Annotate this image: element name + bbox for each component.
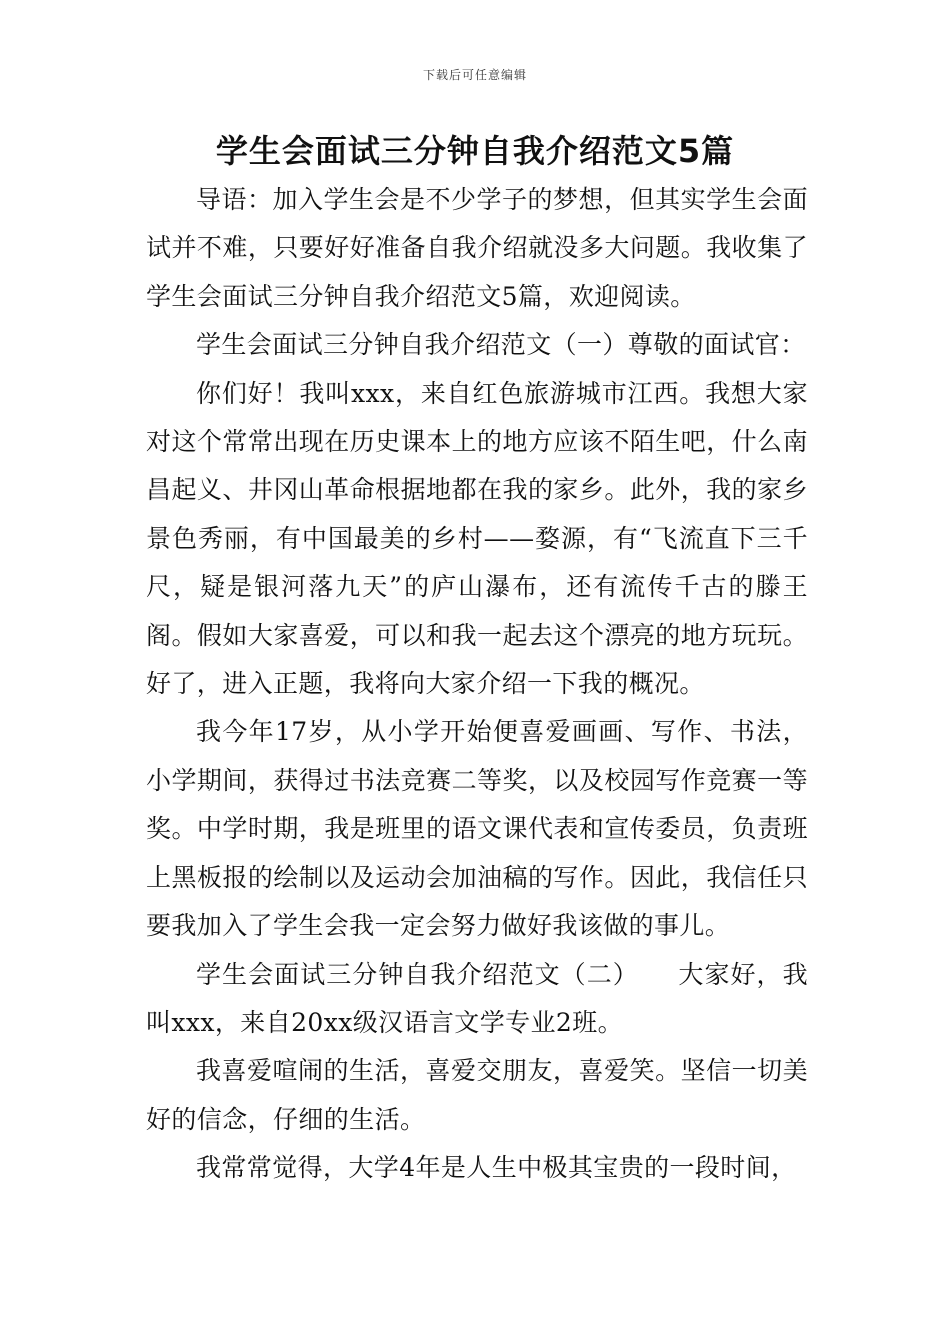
paragraph-sample-2-university: 我常常觉得，大学4年是人生中极其宝贵的一段时间， bbox=[196, 1153, 797, 1183]
paragraph-sample-1-heading: 学生会面试三分钟自我介绍范文（一）尊敬的面试官： bbox=[196, 330, 806, 360]
paragraph-sample-1-experience: 我今年17岁，从小学开始便喜爱画画、写作、书法，小学期间，获得过书法竞赛二等奖，以及校园写作竞赛一等奖。中学时期，我是班里的语文课代表和宣传委员，负责班上黑板报的绘制以及运动会加油稿的写作。因此，我信任只要我加入了学生会我一定会努力做好我该做的事儿。 bbox=[146, 717, 808, 941]
document-body bbox=[146, 176, 808, 1193]
paragraph-intro: 导语：加入学生会是不少学子的梦想，但其实学生会面试并不难，只要好好准备自我介绍就没多大问题。我收集了学生会面试三分钟自我介绍范文5篇，欢迎阅读。 bbox=[146, 185, 808, 311]
paragraph-sample-2-heading: 学生会面试三分钟自我介绍范文（二） 大家好，我叫xxx，来自20xx级汉语言文学专业2班。 bbox=[146, 959, 808, 1037]
paragraph-sample-1-body: 你们好！我叫xxx，来自红色旅游城市江西。我想大家对这个常常出现在历史课本上的地方应该不陌生吧，什么南昌起义、井冈山革命根据地都在我的家乡。此外，我的家乡景色秀丽，有中国最美的乡村——婺源，有“飞流直下三千尺，疑是银河落九天”的庐山瀑布，还有流传千古的滕王阁。假如大家喜爱，可以和我一起去这个漂亮的地方玩玩。好了，进入正题，我将向大家介绍一下我的概况。 bbox=[146, 378, 808, 699]
paragraph-sample-2-hobbies: 我喜爱喧闹的生活，喜爱交朋友，喜爱笑。坚信一切美好的信念，仔细的生活。 bbox=[146, 1056, 808, 1134]
header-note: 下载后可任意编辑 bbox=[422, 68, 527, 82]
document-title: 学生会面试三分钟自我介绍范文5篇 bbox=[215, 132, 735, 170]
